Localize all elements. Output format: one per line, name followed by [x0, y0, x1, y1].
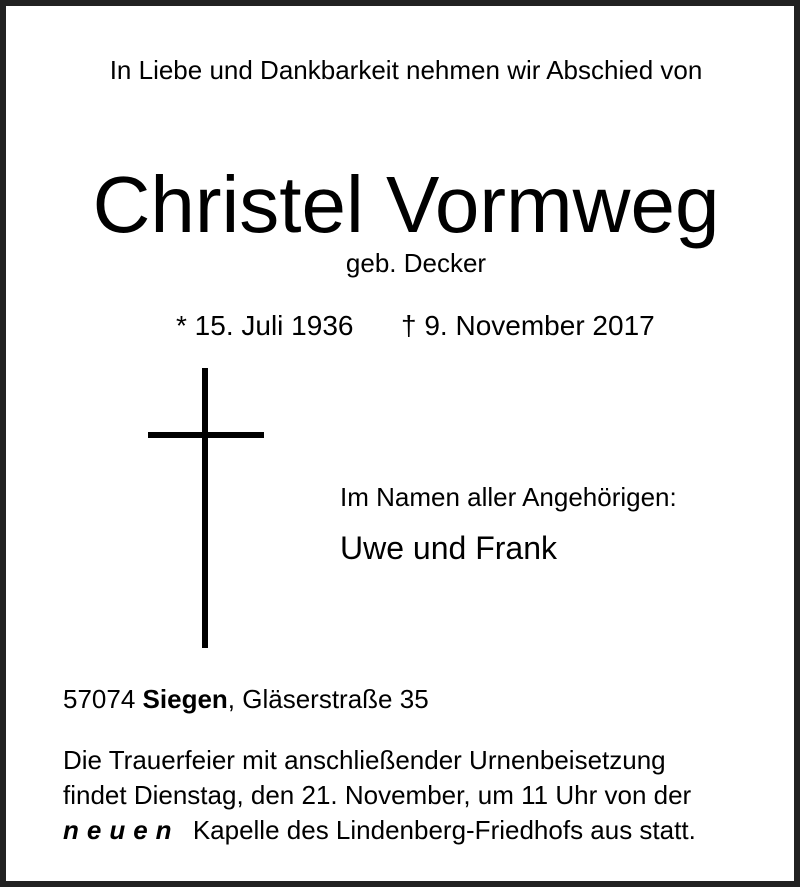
intro-text: In Liebe und Dankbarkeit nehmen wir Abschied von: [109, 55, 703, 85]
cross-horizontal-bar: [148, 432, 264, 438]
birth-name: geb. Decker: [345, 248, 487, 278]
service-line-2: findet Dienstag, den 21. November, um 11 Uhr von der: [63, 780, 692, 810]
street: Gläserstraße 35: [242, 684, 429, 714]
mourners-label: Im Namen aller Angehörigen:: [340, 482, 677, 512]
postal-code: 57074: [63, 684, 136, 714]
city: Siegen: [142, 684, 228, 714]
mourners-names: Uwe und Frank: [340, 530, 557, 566]
service-details: [63, 743, 783, 848]
deceased-name: Christel Vormweg: [92, 160, 720, 249]
address-separator: ,: [227, 684, 243, 714]
birth-date: * 15. Juli 1936: [176, 310, 354, 341]
service-line-3: [63, 813, 783, 848]
service-line-1: Die Trauerfeier mit anschließender Urnenbeisetzung: [63, 745, 666, 775]
death-date: † 9. November 2017: [401, 310, 655, 341]
cross-vertical-bar: [202, 368, 208, 648]
emphasis-word: neuen: [63, 815, 180, 845]
address: [63, 682, 429, 716]
service-line-3-rest: Kapelle des Lindenberg-Friedhofs aus statt.: [192, 815, 696, 845]
